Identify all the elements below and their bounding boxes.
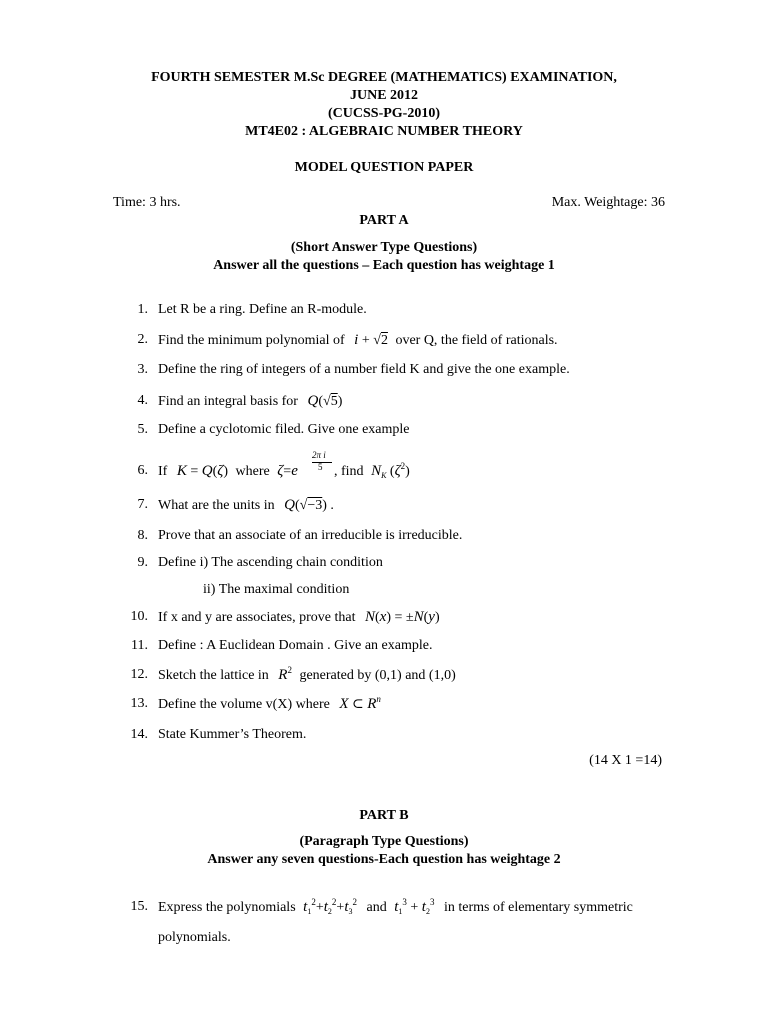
max-weightage: Max. Weightage: 36 <box>551 195 665 210</box>
part-a-total: (14 X 1 =14) <box>589 753 662 768</box>
course-title: MT4E02 : ALGEBRAIC NUMBER THEORY <box>245 124 523 139</box>
exam-date: JUNE 2012 <box>349 88 419 103</box>
part-a-subtitle: (Short Answer Type Questions) <box>290 240 478 255</box>
paper-type: MODEL QUESTION PAPER <box>294 160 474 175</box>
part-b-title: PART B <box>359 808 409 823</box>
exam-heading: FOURTH SEMESTER M.Sc DEGREE (MATHEMATICS) EXAMINATION, <box>151 70 617 85</box>
part-b-instruction: Answer any seven questions-Each question has weightage 2 <box>207 852 561 867</box>
part-a-title: PART A <box>359 213 409 228</box>
exam-page: FOURTH SEMESTER M.Sc DEGREE (MATHEMATICS) EXAMINATION, JUNE 2012 (CUCSS-PG-2010) MT4E02 : ALGEBRAIC NUMBER THEORY MODEL QUESTION PAPER Time: 3 hrs. Max. Weightage: 36 PART A (Short Answer Type Questions) Answer all the questions – Each question has weightage 1 1. Let R be a ring. Define an R-module. 2. Find the minimum polynomial of i + √2 over Q, the field of rationals. 3. Define the ring of integers of a number field K and give the one example. 4. Find an integral basis for Q(√5) 5. Define a cyclotomic filed. Give one example 6. If K = Q(ζ) where ζ=e 2π i 5 , find $N_K$ $(\zeta^2)$ 7. What are the units in Q(√−3) . 8. Prove that an associate of an irreducible is irreducible. 9. Define i) The ascending chain condition ii) The maximal condition 10. If x and y are associates, prove that N(x) = ±N(y) 11. Define : A Euclidean Domain . Give an example. 12. Sketch the lattice in $R^2$ generated by (0,1) and (1,0) 13. Define the volume v(X) where X ⊂ $R^n$ 14. State Kummer’s Theorem. (14 X 1 =14) PART B (Paragraph Type Questions) Answer any seven questions-Each question has weightage 2 15. Express the polynomials $t_1^2+t_2^2+t_3^2$ and $t_1^3 + t_2^3$ in terms of elementary symmetric polynomials. <box>0 0 768 1024</box>
scheme-code: (CUCSS-PG-2010) <box>328 106 440 121</box>
time-allowed: Time: 3 hrs. <box>113 195 181 210</box>
part-a-instruction: Answer all the questions – Each question has weightage 1 <box>213 258 555 273</box>
part-b-subtitle: (Paragraph Type Questions) <box>299 834 469 849</box>
